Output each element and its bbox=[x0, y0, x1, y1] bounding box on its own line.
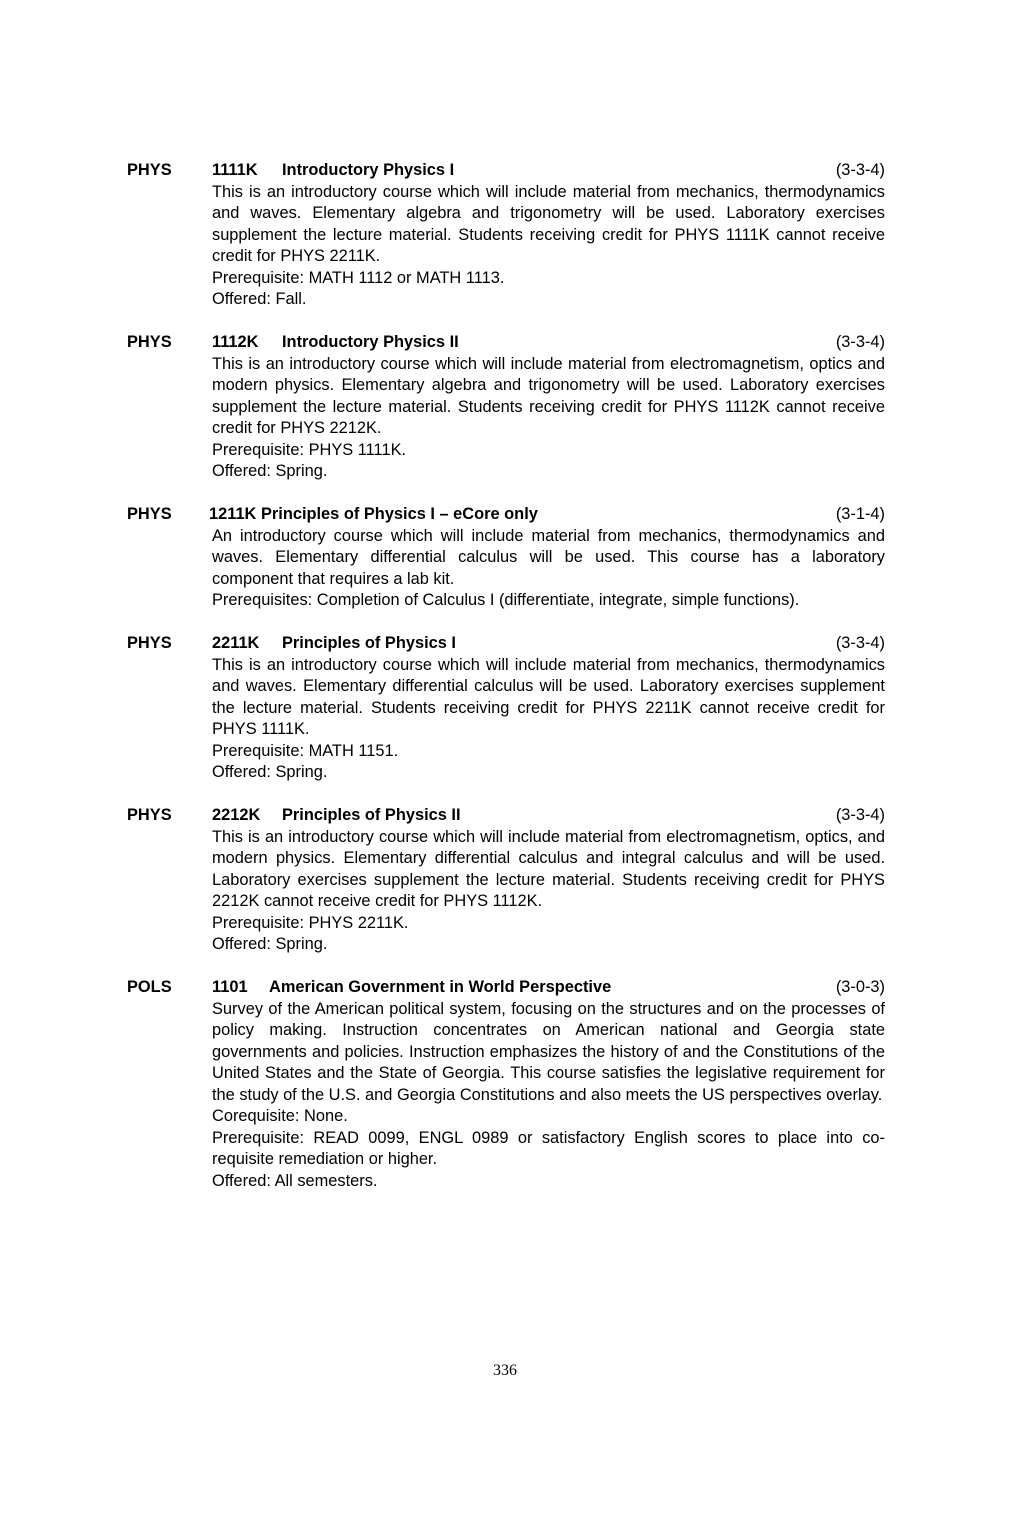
course-number: 2211K bbox=[212, 634, 260, 652]
course-heading bbox=[127, 160, 885, 182]
course-hours: (3-3-4) bbox=[835, 161, 885, 179]
course-offered: Offered: Fall. bbox=[212, 290, 307, 308]
course-prerequisite: Prerequisite: READ 0099, ENGL 0989 or satisfactory English scores to place into co-requisite remediation or higher. bbox=[212, 1128, 885, 1168]
course-hours: (3-0-3) bbox=[835, 978, 885, 996]
course-number: 2212K bbox=[212, 806, 261, 824]
course-offered: Offered: Spring. bbox=[212, 935, 328, 953]
course-body bbox=[212, 526, 885, 612]
course-hours: (3-1-4) bbox=[835, 505, 885, 523]
course-body bbox=[212, 182, 885, 311]
course-dept: PHYS bbox=[127, 806, 172, 824]
course-entry-phys-1111k bbox=[127, 160, 885, 311]
course-offered: Offered: Spring. bbox=[212, 763, 328, 781]
course-offered: Offered: All semesters. bbox=[212, 1171, 378, 1190]
course-prerequisite: Prerequisite: MATH 1112 or MATH 1113. bbox=[212, 268, 505, 287]
course-title: Principles of Physics II bbox=[282, 806, 461, 824]
course-body bbox=[212, 999, 885, 1193]
course-number: 1101 bbox=[212, 978, 248, 996]
course-dept: POLS bbox=[127, 978, 172, 996]
course-hours: (3-3-4) bbox=[835, 333, 885, 351]
course-description: This is an introductory course which will include material from mechanics, thermodynamics and waves. Elementary algebra and trigonometry will be used. Laboratory exercises supplement the lecture material. Students receiving credit for PHYS 1111K cannot receive credit for PHYS 2211K. bbox=[212, 182, 885, 265]
course-prerequisite: Prerequisite: PHYS 1111K. bbox=[212, 440, 407, 459]
course-body bbox=[212, 354, 885, 483]
course-prerequisite: Prerequisite: PHYS 2211K. bbox=[212, 913, 409, 932]
course-number-and-title: 1211K Principles of Physics I – eCore only bbox=[209, 505, 538, 523]
course-heading bbox=[127, 977, 885, 999]
course-description: An introductory course which will include material from mechanics, thermodynamics and waves. Elementary differential calculus will be used. This course has a laboratory component that requires a lab kit. bbox=[212, 526, 885, 588]
course-dept: PHYS bbox=[127, 161, 172, 179]
course-title: American Government in World Perspective bbox=[269, 978, 612, 996]
course-hours: (3-3-4) bbox=[835, 806, 885, 824]
course-dept: PHYS bbox=[127, 505, 172, 523]
course-corequisite: Corequisite: None. bbox=[212, 1107, 348, 1125]
course-hours: (3-3-4) bbox=[835, 634, 885, 652]
course-prerequisite: Prerequisite: MATH 1151. bbox=[212, 741, 399, 760]
course-heading bbox=[127, 805, 885, 827]
course-heading bbox=[127, 504, 885, 526]
course-description: This is an introductory course which will include material from electromagnetism, optics and modern physics. Elementary algebra and trigonometry will be used. Laboratory exercises supplement the lecture material. Students receiving credit for PHYS 1112K cannot receive credit for PHYS 2212K. bbox=[212, 354, 885, 437]
course-title: Introductory Physics I bbox=[282, 161, 455, 179]
course-entry-phys-1112k bbox=[127, 332, 885, 483]
course-description: This is an introductory course which will include material from electromagnetism, optics, and modern physics. Elementary differential calculus and integral calculus and will be used. Laboratory exercises supplement the lecture material. Students receiving credit for PHYS 2212K cannot receive credit for PHYS 1112K. bbox=[212, 827, 885, 910]
course-prerequisite: Prerequisites: Completion of Calculus I (differentiate, integrate, simple functions). bbox=[212, 591, 800, 609]
course-description: Survey of the American political system, focusing on the structures and on the processes of policy making. Instruction concentrates on American national and Georgia state governments and policies. Instruction emphasizes the history of and the Constitutions of the United States and the State of Georgia. This course satisfies the legislative requirement for the study of the U.S. and Georgia Constitutions and also meets the US perspectives overlay. bbox=[212, 999, 885, 1104]
course-title: Introductory Physics II bbox=[282, 333, 459, 351]
course-body bbox=[212, 655, 885, 784]
course-description: This is an introductory course which will include material from mechanics, thermodynamics and waves. Elementary differential calculus will be used. Laboratory exercises supplement the lecture material. Students receiving credit for PHYS 2211K cannot receive credit for PHYS 1111K. bbox=[212, 655, 885, 738]
course-number: 1111K bbox=[212, 161, 258, 179]
course-offered: Offered: Spring. bbox=[212, 462, 328, 480]
course-entry-phys-2211k bbox=[127, 633, 885, 784]
page-number: 336 bbox=[493, 1362, 517, 1379]
course-heading bbox=[127, 332, 885, 354]
course-title: Principles of Physics I bbox=[282, 634, 456, 652]
course-body bbox=[212, 827, 885, 956]
course-heading bbox=[127, 633, 885, 655]
course-number: 1112K bbox=[212, 333, 259, 351]
course-dept: PHYS bbox=[127, 333, 172, 351]
course-entry-pols-1101 bbox=[127, 977, 885, 1192]
course-dept: PHYS bbox=[127, 634, 172, 652]
course-entry-phys-2212k bbox=[127, 805, 885, 956]
course-entry-phys-1211k bbox=[127, 504, 885, 612]
